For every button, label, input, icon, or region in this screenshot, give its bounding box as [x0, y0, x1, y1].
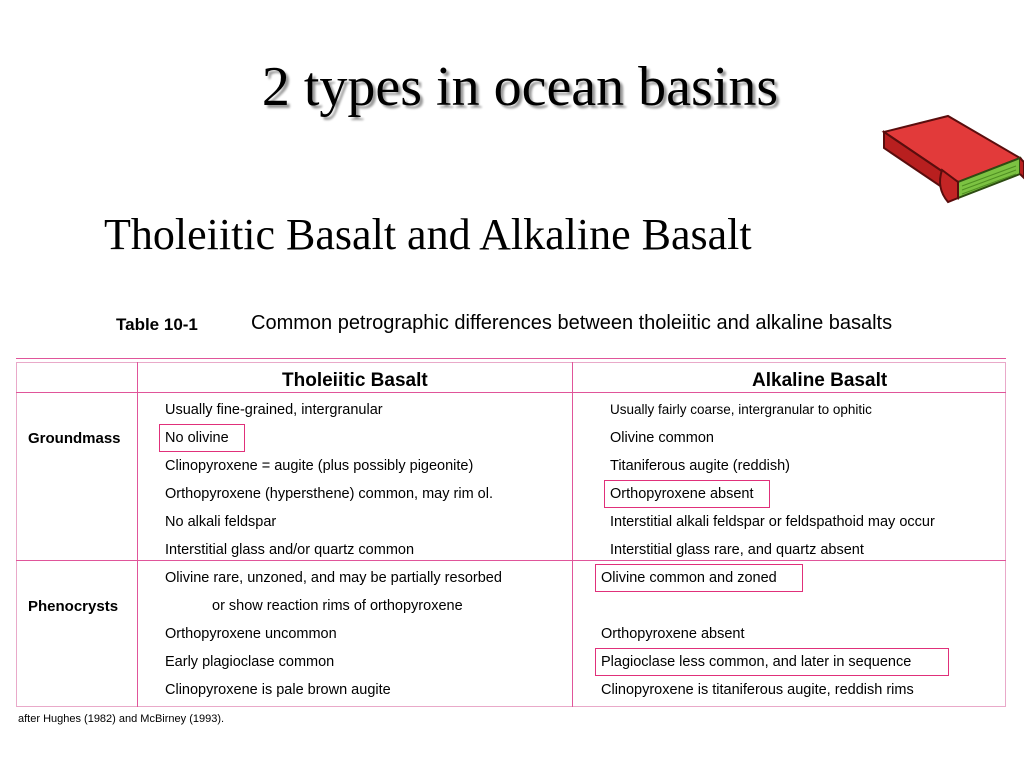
- slide-title: 2 types in ocean basins: [261, 56, 779, 118]
- cell-alkaline: Clinopyroxene is titaniferous augite, reddish rims: [601, 682, 914, 698]
- group-divider: [16, 560, 1006, 561]
- cell-tholeiitic: Usually fine-grained, intergranular: [165, 402, 383, 418]
- cell-alkaline-highlighted: Plagioclase less common, and later in sequence: [595, 648, 949, 676]
- cell-alkaline: Orthopyroxene absent: [601, 626, 745, 642]
- header-rule: [16, 392, 1006, 393]
- book-icon: [878, 112, 1024, 208]
- column-header-alkaline: Alkaline Basalt: [752, 370, 888, 391]
- table-label: Table 10-1: [116, 315, 198, 334]
- cell-alkaline-highlighted: Olivine common and zoned: [595, 564, 803, 592]
- cell-tholeiitic: Interstitial glass and/or quartz common: [165, 542, 415, 558]
- cell-tholeiitic: Olivine rare, unzoned, and may be partially resorbed: [165, 570, 502, 586]
- cell-tholeiitic: Orthopyroxene (hypersthene) common, may rim ol.: [165, 486, 493, 502]
- cell-tholeiitic: or show reaction rims of orthopyroxene: [212, 598, 463, 614]
- column-divider-2: [572, 362, 573, 707]
- slide-subtitle: Tholeiitic Basalt and Alkaline Basalt: [104, 210, 752, 259]
- group-label-groundmass: Groundmass: [28, 430, 121, 447]
- cell-alkaline: Olivine common: [610, 430, 714, 446]
- cell-tholeiitic: Early plagioclase common: [165, 654, 335, 670]
- cell-alkaline-highlighted: Orthopyroxene absent: [604, 480, 770, 508]
- cell-tholeiitic: Orthopyroxene uncommon: [165, 626, 337, 642]
- cell-tholeiitic: Clinopyroxene is pale brown augite: [165, 682, 391, 698]
- cell-alkaline: Usually fairly coarse, intergranular to ophitic: [610, 402, 872, 417]
- table-caption: Common petrographic differences between tholeiitic and alkaline basalts: [251, 312, 893, 334]
- column-header-tholeiitic: Tholeiitic Basalt: [282, 370, 428, 391]
- cell-alkaline: Interstitial glass rare, and quartz absent: [610, 542, 864, 558]
- cell-alkaline: Interstitial alkali feldspar or feldspathoid may occur: [610, 514, 935, 530]
- cell-tholeiitic-highlighted: No olivine: [159, 424, 245, 452]
- group-label-phenocrysts: Phenocrysts: [28, 598, 119, 615]
- cell-tholeiitic: Clinopyroxene = augite (plus possibly pigeonite): [165, 458, 474, 474]
- source-footnote: after Hughes (1982) and McBirney (1993).: [18, 713, 225, 725]
- cell-alkaline: Titaniferous augite (reddish): [610, 458, 790, 474]
- column-divider-1: [137, 362, 138, 707]
- cell-tholeiitic: No alkali feldspar: [165, 514, 277, 530]
- table-top-rule: [16, 358, 1006, 359]
